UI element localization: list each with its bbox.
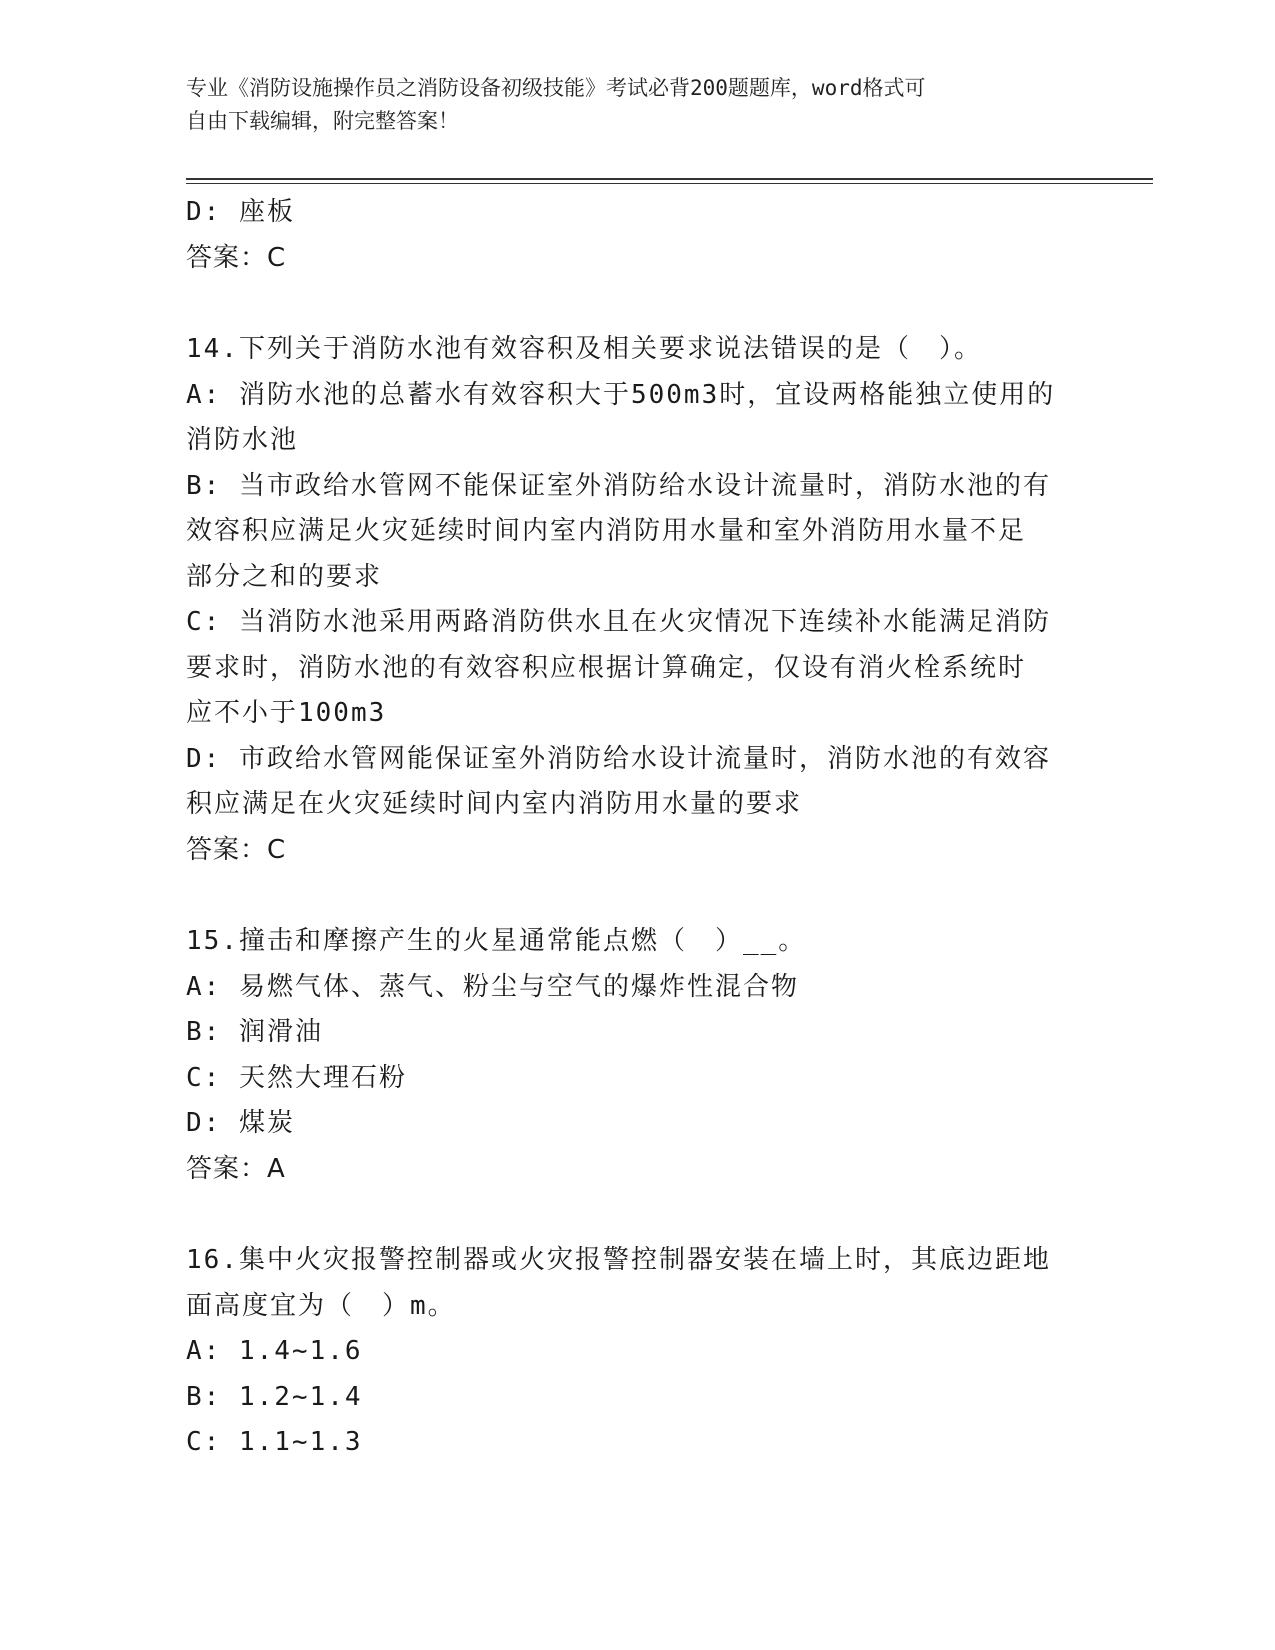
spacer — [186, 873, 1086, 919]
option-b: B: 润滑油 — [186, 1017, 323, 1047]
question-text: 16.集中火灾报警控制器或火灾报警控制器安装在墙上时，其底边距地 — [186, 1245, 1051, 1275]
option-a: A: 易燃气体、蒸气、粉尘与空气的爆炸性混合物 — [186, 971, 799, 1002]
answer: 答案：A — [186, 1153, 286, 1184]
answer: 答案：C — [186, 834, 287, 865]
option-b: B: 1.2~1.4 — [186, 1381, 363, 1412]
page-header — [186, 72, 1066, 138]
option-b-cont: 部分之和的要求 — [186, 561, 383, 592]
spacer — [186, 1192, 1086, 1238]
spacer — [186, 281, 1086, 327]
answer: 答案：C — [186, 242, 287, 273]
option-a: A: 消防水池的总蓄水有效容积大于500m3时，宜设两格能独立使用的 — [186, 379, 1056, 410]
question-text: 15.撞击和摩擦产生的火星通常能点燃（ ）__。 — [186, 926, 807, 956]
question-14 — [186, 327, 1086, 873]
option-c: C: 天然大理石粉 — [186, 1062, 407, 1093]
header-divider-thick — [186, 178, 1153, 180]
question-15 — [186, 919, 1086, 1192]
question-16 — [186, 1238, 1086, 1466]
question-text-cont: 面高度宜为（ ）m。 — [186, 1290, 456, 1321]
question-text: 14.下列关于消防水池有效容积及相关要求说法错误的是（ ）。 — [186, 334, 982, 364]
question-list — [186, 190, 1086, 1466]
option-a: A: 1.4~1.6 — [186, 1336, 363, 1366]
option-c-cont: 要求时，消防水池的有效容积应根据计算确定，仅设有消火栓系统时 — [186, 652, 1027, 683]
option-d: D: 市政给水管网能保证室外消防给水设计流量时，消防水池的有效容 — [186, 743, 1051, 774]
option-c: C: 1.1~1.3 — [186, 1427, 363, 1457]
header-line-2: 自由下载编辑，附完整答案！ — [186, 109, 459, 133]
option-d-cont: 积应满足在火灾延续时间内室内消防用水量的要求 — [186, 789, 803, 819]
option-d: D: 座板 — [186, 197, 295, 227]
option-b-cont: 效容积应满足火灾延续时间内室内消防用水量和室外消防用水量不足 — [186, 516, 1027, 546]
option-d: D: 煤炭 — [186, 1108, 295, 1138]
header-line-1: 专业《消防设施操作员之消防设备初级技能》考试必背200题题库，word格式可 — [186, 76, 926, 100]
option-c-cont: 应不小于100m3 — [186, 698, 387, 728]
header-divider-thin — [186, 183, 1153, 184]
question-13-tail — [186, 190, 1086, 281]
option-c: C: 当消防水池采用两路消防供水且在火灾情况下连续补水能满足消防 — [186, 607, 1051, 637]
option-b: B: 当市政给水管网不能保证室外消防给水设计流量时，消防水池的有 — [186, 470, 1051, 501]
option-a-cont: 消防水池 — [186, 425, 299, 455]
